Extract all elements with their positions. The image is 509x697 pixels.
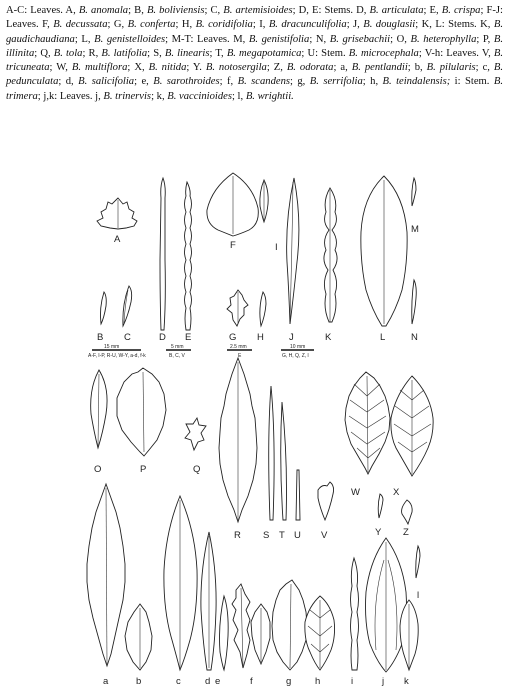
leaf-k	[400, 600, 418, 687]
scalebar-5mm	[166, 344, 191, 359]
caption-species-name: B. artemisioides	[223, 5, 293, 16]
caption-species-name: B. douglasii	[363, 19, 416, 31]
caption-text: ; d,	[58, 76, 79, 88]
label-Q: Q	[193, 464, 201, 475]
caption-text: ; X,	[127, 62, 149, 74]
caption-species-name: B. tricuneata	[6, 47, 503, 74]
label-P: P	[140, 464, 147, 475]
caption-species-name: B. multiflora	[71, 62, 128, 74]
caption-text: ; b,	[407, 62, 427, 74]
leaf-g	[272, 580, 307, 687]
caption-text: ; H,	[175, 19, 196, 31]
leaf-l	[416, 546, 420, 601]
label-L: L	[380, 332, 386, 343]
caption-species-name: B. pedunculata	[6, 62, 504, 88]
caption-species-name: B. articulata	[369, 5, 424, 16]
leaf-d	[201, 532, 216, 687]
caption-species-name: B. pentlandii	[351, 62, 408, 74]
caption-species-name: B. heterophylla	[410, 33, 477, 45]
label-B: B	[97, 332, 104, 343]
caption-text: ; T,	[209, 47, 227, 59]
leaf-F	[207, 173, 258, 251]
leaf-f	[232, 584, 270, 687]
leaf-A	[97, 198, 137, 245]
caption-species-name: B. scandens	[237, 76, 290, 88]
leaf-j	[366, 538, 407, 687]
leaf-M	[411, 178, 419, 235]
caption-species-name: B. anomala	[78, 5, 129, 16]
label-U: U	[294, 530, 301, 541]
label-A: A	[114, 234, 121, 245]
caption-text: ; G,	[107, 19, 128, 31]
caption-text: ; K, L: Stems. K,	[415, 19, 494, 31]
leaf-a	[87, 484, 125, 687]
leaf-X	[391, 376, 433, 498]
label-R: R	[234, 530, 241, 541]
label-h: h	[315, 676, 321, 687]
caption-species-name: B. serrifolia	[309, 76, 363, 88]
caption-text: i: Stem.	[450, 76, 494, 88]
leaf-Y	[375, 494, 383, 538]
caption-text: ; J,	[346, 19, 364, 31]
leaf-h	[305, 596, 335, 687]
label-O: O	[94, 464, 102, 475]
label-Y: Y	[375, 527, 382, 538]
caption-text: A-C: Leaves. A,	[6, 5, 79, 16]
leaf-W	[345, 372, 390, 498]
leaf-Q	[185, 418, 206, 475]
leaf-R	[219, 358, 257, 541]
caption-species-name: B. trimera	[6, 76, 503, 102]
caption-species-name: B. gaudichaudiana	[6, 19, 503, 45]
label-T: T	[279, 530, 285, 541]
caption-text: ; U: Stem.	[301, 47, 349, 59]
caption-text: ; C,	[204, 5, 224, 16]
label-C: C	[124, 332, 131, 343]
caption-species-name: B. megapotamica	[226, 47, 302, 59]
caption-text: ; D, E: Stems. D,	[292, 5, 370, 16]
scalebar-2-5mm-applies: E	[238, 353, 242, 359]
label-f: f	[250, 676, 253, 687]
leaf-I	[260, 180, 278, 253]
leaf-G	[227, 290, 248, 343]
caption-text: ; Q,	[34, 47, 54, 59]
caption-text: ; g,	[290, 76, 310, 88]
caption-text: ; I,	[252, 19, 269, 31]
caption-text: ; B,	[128, 5, 147, 16]
leaf-H	[257, 292, 266, 343]
stem-U	[294, 470, 301, 541]
label-b: b	[136, 676, 142, 687]
caption-text: ; k,	[151, 90, 168, 102]
caption-species-name: B. coridifolia	[195, 19, 253, 31]
caption-text: ; Z,	[266, 62, 287, 74]
label-G: G	[229, 332, 237, 343]
label-j: j	[382, 676, 385, 687]
label-V: V	[321, 530, 328, 541]
leaf-L	[361, 176, 407, 343]
scalebar-5mm-applies: B, C, V	[169, 353, 185, 359]
caption-text: ; L,	[74, 33, 95, 45]
caption-text: ; a,	[333, 62, 352, 74]
label-W: W	[351, 487, 360, 498]
caption-species-name: B. wrightii.	[245, 90, 294, 102]
label-X: X	[393, 487, 400, 498]
caption-species-name: B. illinita	[6, 33, 503, 59]
caption-text: ; V-h: Leaves. V,	[418, 47, 494, 59]
caption-text: ; E,	[423, 5, 442, 16]
caption-text: ; S,	[147, 47, 165, 59]
leaf-O	[91, 370, 107, 475]
label-I: I	[275, 242, 278, 253]
label-d: d	[205, 676, 211, 687]
label-D: D	[159, 332, 166, 343]
scalebar-2-5mm	[227, 344, 252, 359]
scalebar-15mm-applies: A-F, I-P, R-U, W-Y, a-d, f-k	[88, 353, 146, 359]
label-K: K	[325, 332, 332, 343]
label-c: c	[176, 676, 181, 687]
caption-species-name: B. linearis	[164, 47, 210, 59]
caption-text: ; F-J: Leaves. F,	[6, 5, 503, 31]
caption-species-name: B. crispa	[441, 5, 481, 16]
leaf-Z	[402, 500, 413, 538]
label-E: E	[185, 332, 192, 343]
caption-text: ; M-T: Leaves. M,	[165, 33, 249, 45]
caption-species-name: B. decussata	[53, 19, 108, 31]
leaf-S	[263, 386, 274, 541]
caption-species-name: B. tola	[53, 47, 83, 59]
caption-species-name: B. dracunculifolia	[268, 19, 347, 31]
caption-species-name: B. teindalensis;	[382, 76, 451, 88]
leaf-V	[318, 482, 334, 541]
caption-species-name: B. nitida	[148, 62, 187, 74]
leaf-P	[117, 368, 166, 475]
leaf-c	[164, 496, 197, 687]
label-i: i	[351, 676, 354, 687]
caption-species-name: B. microcephala	[348, 47, 419, 59]
leaf-T	[279, 402, 287, 541]
scalebar-15mm-value: 15 mm	[104, 344, 120, 350]
scalebar-15mm	[88, 344, 146, 359]
label-e: e	[215, 676, 221, 687]
caption-text: ; N,	[309, 33, 330, 45]
caption-species-name: B. sarothroides	[153, 76, 220, 88]
label-k: k	[404, 676, 409, 687]
caption-text: ; l,	[231, 90, 246, 102]
label-N: N	[411, 332, 418, 343]
caption-species-name: B. grisebachii	[329, 33, 391, 45]
caption-species-name: B. vaccinioides	[167, 90, 232, 102]
stem-K	[324, 188, 337, 343]
caption-species-name: B. salicifolia	[78, 76, 135, 88]
caption-text: ; f,	[219, 76, 238, 88]
label-l: l	[417, 590, 420, 601]
label-M: M	[411, 224, 419, 235]
scalebar-2-5mm-value: 2.5 mm	[230, 344, 247, 350]
caption-text: ; R,	[82, 47, 102, 59]
stem-D	[159, 178, 166, 343]
caption-species-name: B. genistelloides	[94, 33, 166, 45]
caption-text: ; Y.	[186, 62, 206, 74]
leaf-b	[125, 604, 152, 687]
caption-species-name: B. pilularis	[426, 62, 476, 74]
caption-text: ; h,	[362, 76, 383, 88]
label-S: S	[263, 530, 270, 541]
leaf-J	[287, 178, 299, 343]
label-a: a	[103, 676, 109, 687]
caption-text: ; e,	[134, 76, 154, 88]
caption-species-name: B. latifolia	[101, 47, 148, 59]
label-J: J	[289, 332, 294, 343]
caption-species-name: B. boliviensis	[146, 5, 205, 16]
leaf-N	[411, 280, 418, 343]
caption-species-name: B. conferta	[127, 19, 176, 31]
scalebar-10mm-value: 10 mm	[290, 344, 306, 350]
label-F: F	[230, 240, 236, 251]
caption-text: ; P,	[476, 33, 494, 45]
leaf-B	[97, 292, 106, 343]
label-H: H	[257, 332, 264, 343]
caption-species-name: B. notosergila	[205, 62, 267, 74]
label-Z: Z	[403, 527, 409, 538]
caption-text: ; O,	[390, 33, 411, 45]
stem-i	[351, 558, 359, 687]
leaf-C	[123, 286, 132, 343]
stem-E	[185, 182, 192, 343]
leaf-e	[215, 596, 228, 687]
caption-species-name: B. genistifolia	[248, 33, 310, 45]
caption-species-name: B. trinervis	[103, 90, 152, 102]
scalebar-10mm	[281, 344, 314, 359]
caption-species-name: B. odorata	[286, 62, 334, 74]
caption-text: ; W,	[49, 62, 72, 74]
scalebar-5mm-value: 5 mm	[171, 344, 184, 350]
caption-text: ; c,	[475, 62, 494, 74]
label-g: g	[286, 676, 292, 687]
scalebar-10mm-applies: G, H, Q, Z, l	[282, 353, 309, 359]
caption-text: ; j,k: Leaves. j,	[37, 90, 104, 102]
